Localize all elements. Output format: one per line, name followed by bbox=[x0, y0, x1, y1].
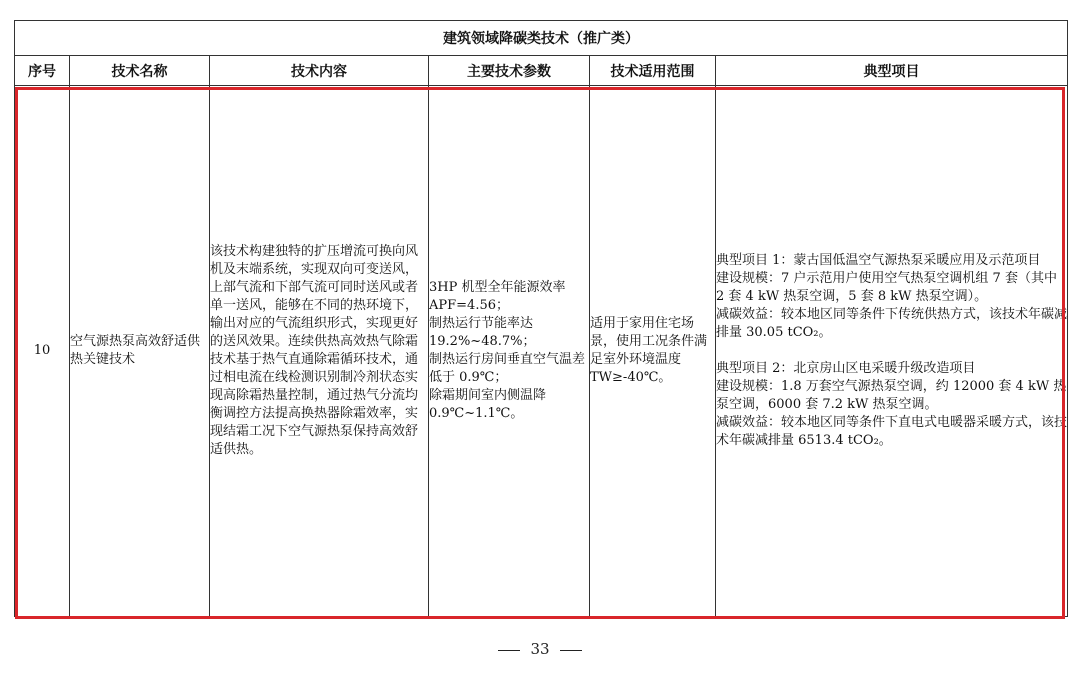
table-row bbox=[15, 86, 1068, 617]
typical-projects bbox=[716, 86, 1068, 617]
param-temp-diff: 制热运行房间垂直空气温差低于 0.9℃； bbox=[429, 352, 586, 385]
tech-name: 空气源热泵高效舒适供热关键技术 bbox=[70, 86, 210, 617]
header-row bbox=[15, 56, 1068, 86]
page-number: 33 bbox=[530, 640, 550, 658]
page-footer bbox=[0, 640, 1080, 658]
tech-scope: 适用于家用住宅场景，使用工况条件满足室外环境温度TW≥-40℃。 bbox=[590, 86, 716, 617]
project-spacer bbox=[716, 342, 1067, 360]
header-content: 技术内容 bbox=[210, 56, 429, 86]
header-params: 主要技术参数 bbox=[429, 56, 590, 86]
project-1-benefit: 减碳效益：较本地区同等条件下传统供热方式，该技术年碳减排量 30.05 tCO₂。 bbox=[716, 307, 1068, 340]
tech-content: 该技术构建独特的扩压增流可换向风机及末端系统，实现双向可变送风，上部气流和下部气流可同时送风或者单一送风，能够在不同的热环境下，输出对应的气流组织形式，实现更好的送风效果。连续供热高效热气除霜技术基于热气直通除霜循环技术，通过相电流在线检测识别制冷剂状态实现高除霜热量控制，通过热气分流均衡调控方法提高换热器除霜效率，实现结霜工况下空气源热泵保持高效舒适供热。 bbox=[210, 86, 429, 617]
header-num: 序号 bbox=[15, 56, 70, 86]
param-apf: 3HP 机型全年能源效率APF=4.56； bbox=[429, 280, 566, 313]
table-title: 建筑领域降碳类技术（推广类） bbox=[15, 21, 1068, 56]
param-defrost: 除霜期间室内侧温降0.9℃~1.1℃。 bbox=[429, 388, 547, 421]
project-2-scale: 建设规模：1.8 万套空气源热泵空调，约 12000 套 4 kW 热泵空调，6000 套 7.2 kW 热泵空调。 bbox=[716, 379, 1067, 412]
row-number: 10 bbox=[15, 86, 70, 617]
project-2-benefit: 减碳效益：较本地区同等条件下直电式电暖器采暖方式，该技术年碳减排量 6513.4 tCO₂。 bbox=[716, 415, 1068, 448]
project-1-title: 典型项目 1：蒙古国低温空气源热泵采暖应用及示范项目 bbox=[716, 253, 1041, 268]
tech-params bbox=[429, 86, 590, 617]
right-dash bbox=[560, 650, 582, 651]
header-name: 技术名称 bbox=[70, 56, 210, 86]
param-saving: 制热运行节能率达19.2%~48.7%； bbox=[429, 316, 536, 349]
header-projects: 典型项目 bbox=[716, 56, 1068, 86]
header-scope: 技术适用范围 bbox=[590, 56, 716, 86]
left-dash bbox=[498, 650, 520, 651]
project-1-scale: 建设规模：7 户示范用户使用空气热泵空调机组 7 套（其中 2 套 4 kW 热泵空调，5 套 8 kW 热泵空调）。 bbox=[716, 271, 1057, 304]
tech-table bbox=[14, 20, 1068, 617]
project-2-title: 典型项目 2：北京房山区电采暖升级改造项目 bbox=[716, 361, 976, 376]
